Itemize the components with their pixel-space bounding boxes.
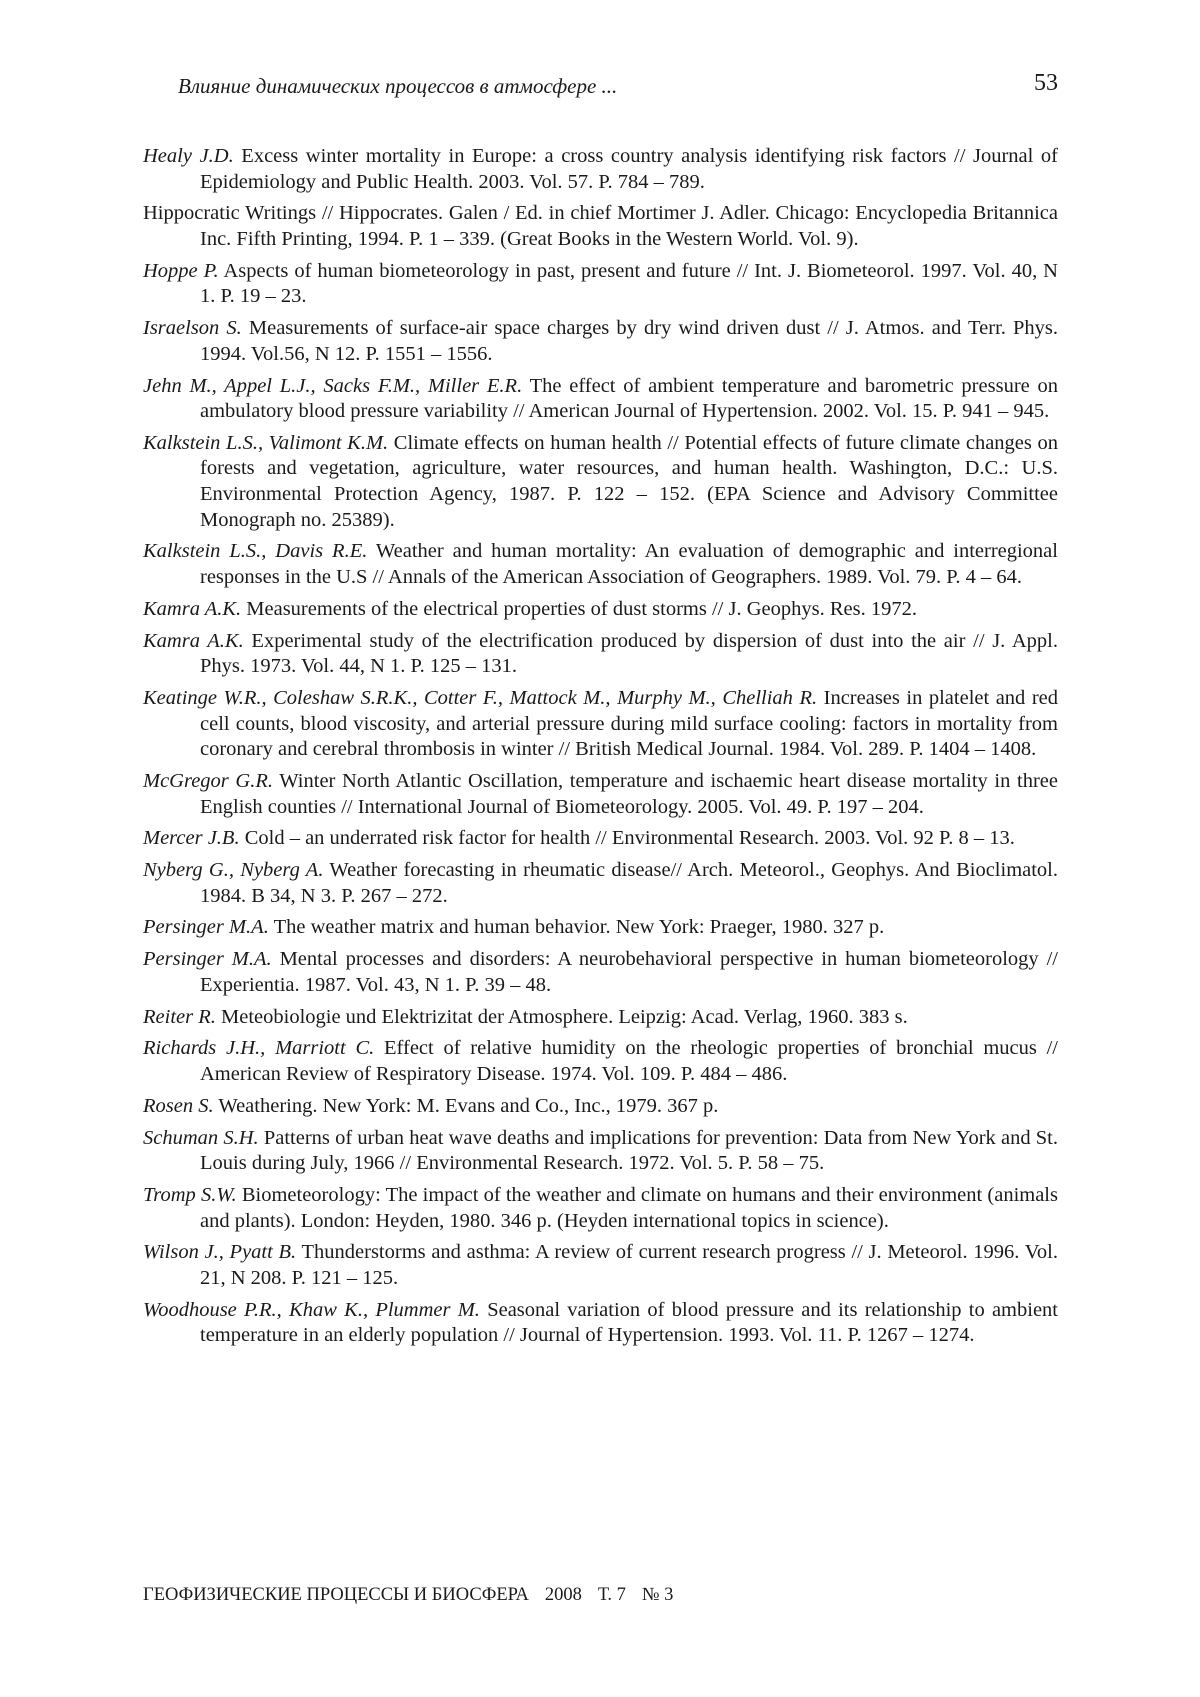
reference-list: [143, 144, 1058, 1355]
reference-entry: [143, 826, 1058, 852]
reference-authors: Hoppe P.: [143, 259, 219, 282]
reference-entry: [143, 947, 1058, 998]
reference-text: Weather forecasting in rheumatic disease// Arch. Meteorol., Geophys. And Bioclimatol. 1984. B 34, N 3. P. 267 – 272.: [200, 859, 1059, 907]
reference-text: Aspects of human biometeorology in past, present and future // Int. J. Biometeorol. 1997. Vol. 40, N 1. P. 19 – 23.: [200, 259, 1058, 308]
reference-entry: [143, 539, 1058, 590]
reference-authors: Healy J.D.: [143, 145, 234, 167]
reference-text: Cold – an underrated risk factor for health // Environmental Research. 2003. Vol. 92 P. 8 – 13.: [239, 827, 1015, 850]
reference-authors: Kalkstein L.S., Davis R.E.: [143, 540, 368, 563]
reference-authors: Richards J.H., Marriott C.: [143, 1037, 375, 1060]
reference-entry: [143, 1240, 1058, 1291]
reference-authors: Mercer J.B.: [143, 827, 240, 850]
reference-authors: Kamra A.K.: [143, 597, 242, 620]
reference-text: Effect of relative humidity on the rheologic properties of bronchial mucus // American Review of Respiratory Disease. 1974. Vol. 109. P. 484 – 486.: [200, 1037, 1058, 1085]
reference-text: Weathering. New York: M. Evans and Co., Inc., 1979. 367 p.: [213, 1094, 719, 1117]
reference-entry: [143, 769, 1058, 820]
reference-text: The weather matrix and human behavior. New York: Praeger, 1980. 327 p.: [268, 916, 885, 939]
page-number: 53: [1034, 70, 1058, 96]
reference-entry: [143, 259, 1058, 310]
reference-authors: Schuman S.H.: [143, 1126, 259, 1149]
reference-entry: [143, 1036, 1058, 1087]
reference-authors: Woodhouse P.R., Khaw K., Plummer M.: [143, 1298, 480, 1321]
reference-text: Measurements of the electrical properties of dust storms // J. Geophys. Res. 1972.: [241, 597, 917, 620]
reference-entry: [143, 144, 1058, 195]
footer-volume: Т. 7: [597, 1585, 626, 1605]
reference-authors: Tromp S.W.: [143, 1183, 237, 1206]
reference-text: Hippocratic Writings // Hippocrates. Galen / Ed. in chief Mortimer J. Adler. Chicago: Encyclopedia Britannica Inc. Fifth Printing, 1994. P. 1 – 339. (Great Books in the Western World. Vol. 9).: [143, 202, 1058, 250]
journal-footer: [143, 1585, 689, 1606]
running-title: Влияние динамических процессов в атмосфере ...: [178, 74, 618, 98]
reference-authors: Jehn M., Appel L.J., Sacks F.M., Miller E.R.: [143, 374, 523, 397]
reference-entry: [143, 915, 1058, 941]
reference-authors: Israelson S.: [143, 317, 242, 340]
reference-text: Thunderstorms and asthma: A review of current research progress // J. Meteorol. 1996. Vol. 21, N 208. P. 121 – 125.: [200, 1241, 1058, 1289]
reference-entry: [143, 1298, 1058, 1349]
reference-authors: Persinger M.A.: [143, 948, 272, 971]
reference-text: Winter North Atlantic Oscillation, temperature and ischaemic heart disease mortality in three English counties // International Journal of Biometeorology. 2005. Vol. 49. P. 197 – 204.: [200, 769, 1058, 818]
reference-authors: McGregor G.R.: [143, 769, 273, 792]
reference-authors: Persinger M.A.: [143, 916, 269, 939]
footer-journal-name: ГЕОФИЗИЧЕСКИЕ ПРОЦЕССЫ И БИОСФЕРА: [143, 1585, 529, 1605]
reference-text: Excess winter mortality in Europe: a cross country analysis identifying risk factors // Journal of Epidemiology and Public Health. 2003. Vol. 57. P. 784 – 789.: [200, 145, 1059, 193]
running-head: [178, 70, 1058, 102]
reference-authors: Kalkstein L.S., Valimont K.M.: [143, 431, 389, 454]
reference-entry: [143, 1126, 1058, 1177]
reference-entry: [143, 316, 1058, 367]
reference-entry: [143, 431, 1058, 533]
reference-text: Increases in platelet and red cell counts, blood viscosity, and arterial pressure during mild surface cooling: factors in mortality from coronary and cerebral thrombosis in winter // British Medical Journal. 1984. Vol. 289. P. 1404 – 1408.: [200, 686, 1058, 761]
footer-year: 2008: [544, 1585, 582, 1605]
reference-authors: Rosen S.: [143, 1094, 214, 1117]
reference-authors: Kamra A.K.: [143, 629, 244, 652]
reference-entry: [143, 374, 1058, 425]
reference-text: Climate effects on human health // Potential effects of future climate changes on forests and vegetation, agriculture, water resources, and human health. Washington, D.C.: U.S. Environmental Protection Agency, 1987. P. 122 – 152. (EPA Science and Advisory Committee Monograph no. 25389).: [200, 431, 1058, 531]
reference-authors: Wilson J., Pyatt B.: [143, 1241, 297, 1264]
reference-text: Experimental study of the electrification produced by dispersion of dust into the air // J. Appl. Phys. 1973. Vol. 44, N 1. P. 125 – 131.: [200, 629, 1059, 678]
reference-authors: Reiter R.: [143, 1005, 216, 1028]
reference-entry: [143, 686, 1058, 763]
reference-entry: [143, 629, 1058, 680]
reference-entry: [143, 858, 1058, 909]
reference-entry: [143, 1005, 1058, 1031]
reference-text: Measurements of surface-air space charges by dry wind driven dust // J. Atmos. and Terr. Phys. 1994. Vol.56, N 12. P. 1551 – 1556.: [200, 317, 1058, 365]
reference-text: Meteobiologie und Elektrizitat der Atmosphere. Leipzig: Acad. Verlag, 1960. 383 s.: [215, 1005, 908, 1028]
reference-text: Seasonal variation of blood pressure and its relationship to ambient temperature in an elderly population // Journal of Hypertension. 1993. Vol. 11. P. 1267 – 1274.: [200, 1298, 1058, 1347]
reference-entry: [143, 1183, 1058, 1234]
reference-entry: [143, 597, 1058, 623]
footer-issue: № 3: [641, 1585, 674, 1605]
reference-text: The effect of ambient temperature and barometric pressure on ambulatory blood pressure variability // American Journal of Hypertension. 2002. Vol. 15. P. 941 – 945.: [200, 374, 1058, 423]
reference-text: Mental processes and disorders: A neurobehavioral perspective in human biometeorology // Experientia. 1987. Vol. 43, N 1. P. 39 – 48.: [200, 948, 1058, 996]
reference-text: Weather and human mortality: An evaluation of demographic and interregional responses in the U.S // Annals of the American Association of Geographers. 1989. Vol. 79. P. 4 – 64.: [200, 540, 1058, 589]
reference-entry: [143, 201, 1058, 252]
reference-authors: Nyberg G., Nyberg A.: [143, 859, 324, 882]
reference-text: Biometeorology: The impact of the weather and climate on humans and their environment (animals and plants). London: Heyden, 1980. 346 p. (Heyden international topics in science).: [200, 1183, 1058, 1232]
reference-entry: [143, 1094, 1058, 1120]
reference-text: Patterns of urban heat wave deaths and implications for prevention: Data from New York and St. Louis during July, 1966 // Environmental Research. 1972. Vol. 5. P. 58 – 75.: [200, 1126, 1058, 1175]
reference-authors: Keatinge W.R., Coleshaw S.R.K., Cotter F., Mattock M., Murphy M., Chelliah R.: [143, 686, 818, 709]
